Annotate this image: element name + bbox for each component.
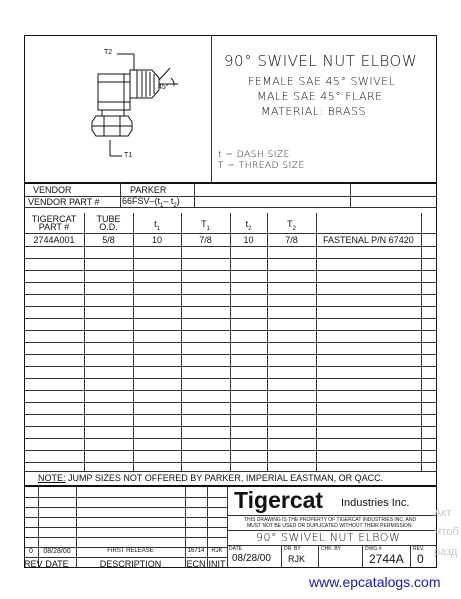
row1-t1: 10 bbox=[151, 235, 162, 245]
angle-label: 45° bbox=[158, 84, 169, 91]
revision-value: 0 bbox=[417, 552, 424, 566]
rev-history-description: FIRST RELEASE bbox=[107, 548, 154, 554]
col-header-T2: $T_2$ bbox=[287, 219, 296, 232]
t2-label: T2 bbox=[104, 49, 113, 56]
col-header-t2: $t_2$ bbox=[245, 219, 252, 232]
col-header-t1: $t_1$ bbox=[154, 219, 160, 232]
disclaimer-line-1: THIS DRAWING IS THE PROPERTY OF TIGERCAT INDUSTRIES INC. AND bbox=[244, 517, 417, 523]
description-col-label: DESCRIPTION bbox=[99, 559, 162, 569]
row1-T2: 7/8 bbox=[285, 235, 298, 245]
col-divider-right bbox=[421, 213, 422, 471]
row1-T1: 7/8 bbox=[199, 235, 212, 245]
vendor-part-label: VENDOR PART # bbox=[28, 197, 100, 207]
col-divider-t2 bbox=[230, 213, 231, 471]
vendor-label: VENDOR bbox=[33, 185, 72, 195]
date-label: DATE bbox=[229, 546, 242, 552]
col-divider-tube bbox=[84, 213, 85, 471]
ghost-text-1: Акт bbox=[434, 507, 452, 519]
ecn-col-label: ECN bbox=[186, 559, 206, 569]
page-title: 90° SWIVEL NUT ELBOW bbox=[224, 52, 418, 70]
vendor-value: PARKER bbox=[130, 185, 167, 195]
drawing-title: 90° SWIVEL NUT ELBOW bbox=[256, 531, 401, 544]
col-header-part: PART # bbox=[38, 222, 70, 232]
jump-sizes-note: NOTE: JUMP SIZES NOT OFFERED BY PARKER, IMPERIAL EASTMAN, OR QACC. bbox=[38, 473, 384, 483]
spec-line-2: MALE SAE 45° FLARE bbox=[257, 90, 383, 103]
legend-thread-size: T = THREAD SIZE bbox=[218, 161, 305, 171]
checked-by-label: CHK. BY bbox=[321, 546, 342, 552]
col-divider-T1 bbox=[181, 213, 182, 471]
col-divider-note bbox=[316, 213, 317, 471]
ghost-text-3: разд bbox=[434, 546, 458, 558]
spec-line-1: FEMALE SAE 45° SWIVEL bbox=[248, 75, 396, 88]
rev-history-rev: 0 bbox=[29, 548, 33, 555]
init-col-label: INIT bbox=[208, 559, 226, 569]
row1-tube: 5/8 bbox=[102, 235, 115, 245]
drawn-by-value: RJK bbox=[288, 554, 306, 564]
drawing-number-label: DWG # bbox=[365, 546, 382, 552]
t1-label: T1 bbox=[124, 152, 133, 159]
col-header-T1: $T_1$ bbox=[201, 219, 210, 232]
vendor-part-value: $66FSV-(t_1-$ $t_2$) bbox=[122, 196, 180, 209]
drawing-number: 2744A bbox=[369, 552, 404, 566]
vendor-part-row-line bbox=[24, 207, 437, 208]
company-suffix: Industries Inc. bbox=[341, 497, 410, 509]
header-divider bbox=[211, 35, 212, 183]
rev-history-init: RJK bbox=[211, 548, 223, 554]
swivel-elbow-drawing bbox=[80, 44, 190, 164]
legend-dash-size: t = DASH SIZE bbox=[218, 150, 290, 160]
row1-part: 2744A001 bbox=[33, 235, 75, 245]
company-logo: Tigercat bbox=[234, 487, 324, 513]
disclaimer-line-2: MUST NOT BE USED OR DUPLICATED WITHOUT THEIR PERMISSION bbox=[247, 523, 412, 529]
col-header-od: O.D. bbox=[99, 222, 118, 232]
watermark-link[interactable]: www.epcatalogs.com bbox=[309, 574, 441, 590]
col-divider-T2 bbox=[267, 213, 268, 471]
col-divider-t1 bbox=[133, 213, 134, 471]
date-col-label: DATE bbox=[45, 559, 69, 569]
row1-t2: 10 bbox=[243, 235, 254, 245]
ghost-text-2: Чтоб bbox=[434, 526, 459, 538]
rev-col-label: REV bbox=[24, 559, 43, 569]
col-header-tigercat: TIGERCAT bbox=[31, 214, 77, 224]
revision-label: REV. bbox=[413, 546, 425, 552]
spec-line-3: MATERIAL: BRASS bbox=[261, 105, 366, 118]
col-header-tube: TUBE bbox=[96, 214, 121, 224]
rev-history-date: 08/28/00 bbox=[43, 548, 71, 555]
rev-history-ecn: 16714 bbox=[187, 548, 205, 554]
row1-note: FASTENAL P/N 67420 bbox=[323, 235, 414, 245]
date-value: 08/28/00 bbox=[232, 553, 271, 564]
drawn-by-label: DR. BY bbox=[284, 546, 301, 552]
